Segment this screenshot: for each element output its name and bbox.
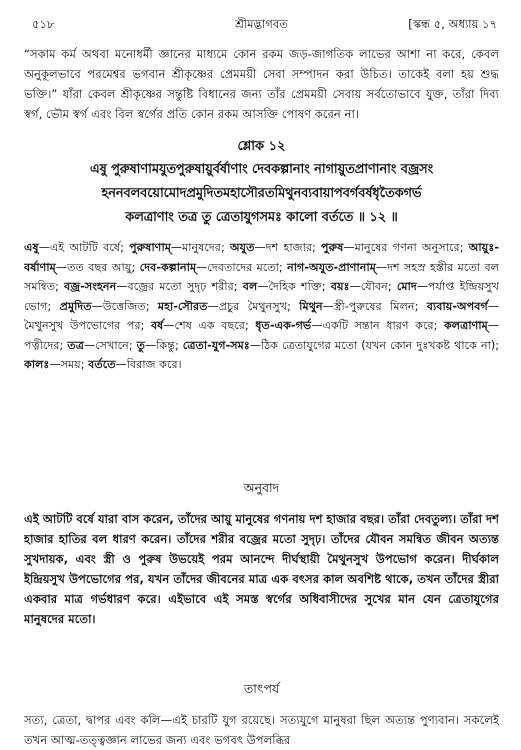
synonym-meaning: পত্নীদের — [24, 338, 60, 352]
synonym-word: এষু — [24, 241, 39, 254]
synonym-entry: দেব-কল্পানাম্—দেবতাদের মতো — [139, 260, 279, 274]
synonym-word: পুরুষাণাম্ — [129, 241, 171, 254]
synonym-entry: তত্র—সেখানে — [67, 338, 129, 352]
synonym-entry: বল—দৈহিক শক্তি — [242, 280, 322, 293]
synonym-word: অযুত — [229, 241, 255, 254]
purport-paragraph: সত্য, ত্রেতা, দ্বাপর এবং কলি—এই চারটি যুগ রয়েছে। সত্যযুগে মানুষরা ছিল অত্যন্ত পুণ্যবান। সকলেই তখন আত্ম-তত্ত্বজ্ঞান লাভের জন্য এবং ভগবৎ উপলব্ধির — [24, 712, 499, 747]
synonym-entry: কলত্রাণাম্—পত্নীদের — [24, 319, 499, 352]
page-number: ৫১৮ — [32, 17, 55, 31]
synonym-word: তু — [136, 338, 146, 352]
synonym-meaning: মানুষের গণনা অনুসারে — [354, 241, 460, 254]
synonym-entry: মোদ—পর্যাপ্ত ইন্দ্রিয়সুখ ভোগ — [24, 280, 499, 313]
verse-line: কলত্রাণাং তত্র তু ত্রেতাযুগসমঃ কালো বর্ততে ॥ ১২ ॥ — [125, 210, 398, 225]
synonym-word: মিথুন — [299, 299, 323, 313]
synonym-meaning: মৈথুনসুখ উপভোগের পর — [24, 319, 141, 332]
synonym-meaning: দশ সহস্র হস্তীর মতো বল সমন্বিত — [24, 260, 499, 293]
synonym-entry: বজ্র-সংহনন—বজ্রের মতো সুদৃঢ় শরীর — [64, 280, 234, 293]
synonym-meaning: ঠিক ত্রেতাযুগের মতো (যখন কোন দুঃখকষ্ট থাকে না) — [261, 338, 496, 352]
translation-paragraph: এই আটটি বর্ষে যারা বাস করেন, তাঁদের আয়ু মানুষের গণনায় দশ হাজার বছর। তাঁরা দেবতুল্য। তাঁরা দশ হাজার হাতির বল ধারণ করেন। তাঁদের শরীর বজ্রের মতো সুদৃঢ়। তাঁদের যৌবন সমন্বিত জীবন অত্যন্ত সুখদায়ক, এবং স্ত্রী ও পুরুষ উভয়েই পরম আনন্দে দীর্ঘস্থায়ী মৈথুনসুখ উপভোগ করেন। দীর্ঘকাল ইন্দ্রিয়সুখ উপভোগের পর, যখন তাঁদের জীবনের মাত্র এক বৎসর কাল অবশিষ্ট থাকে, তখন তাঁদের স্ত্রীরা একবার মাত্র গর্ভধারণ করে। এইভাবে এই সমস্ত স্বর্গের অধিবাসীদের সুখের মান যেন ত্রেতাযুগের মানুষদের মতো। — [24, 511, 499, 626]
sanskrit-verse — [24, 158, 499, 232]
synonym-entry: অযুত—দশ হাজার — [229, 241, 312, 254]
synonym-meaning: এই আটটি বর্ষে — [49, 241, 121, 254]
synonym-meaning: যৌবন — [360, 280, 388, 293]
synonym-meaning: দৈহিক শক্তি — [268, 280, 322, 293]
synonym-word: পুরুষ — [321, 241, 344, 254]
synonym-word: তত্র — [67, 338, 84, 352]
verse-title: শ্লোক ১২ — [237, 139, 286, 154]
verse-line: এষু পুরুষাণামযুতপুরুষায়ুর্বর্ষাণাং দেবকল্পানাং নাগায়ুতপ্রাণানাং বজ্রসং — [89, 162, 434, 177]
intro-paragraph: “সকাম কর্ম অথবা মনোধর্মী জ্ঞানের মাধ্যমে কোন রকম জড়-জাগতিক লাভের আশা না করে, কেবল অনুকূলভাবে পরমেশ্বর ভগবান শ্রীকৃষ্ণের প্রেমময়ী সেবা সম্পাদন করা উচিত। তাকেই বলা হয় শুদ্ধ ভক্তি।” যাঁরা কেবল শ্রীকৃষ্ণের সন্তুষ্টি বিধানের জন্য তাঁর প্রেমময়ী সেবায় সর্বতোভাবে যুক্ত, তাঁরা দিব্য স্বর্গ, ভৌম স্বর্গ এবং বিল স্বর্গের প্রতি কোন রকম আসক্তি পোষণ করেন না। — [24, 47, 499, 121]
synonym-word: প্রমুদিত — [59, 299, 92, 313]
synonym-word: নাগ-অযুত-প্রাণানাম্ — [287, 260, 376, 274]
synonym-entry: বয়ঃ—যৌবন — [330, 280, 388, 293]
synonym-entry: মহা-সৌরত—প্রচুর মৈথুনসুখ — [157, 299, 288, 313]
synonym-word: বয়ঃ — [330, 280, 350, 293]
book-title: শ্রীমদ্ভাগবত — [235, 17, 288, 31]
synonym-entry: প্রমুদিত—উত্তেজিত — [59, 299, 146, 313]
word-synonyms: এষু—এই আটটি বর্ষে; পুরুষাণাম্—মানুষদের; অযুত—দশ হাজার; পুরুষ—মানুষের গণনা অনুসারে; আয়ুঃ-বর্ষাণাম্—তত বছর আয়ু; দেব-কল্পানাম্—দেবতাদের মতো; নাগ-অযুত-প্রাণানাম্—দশ সহস্র হস্তীর মতো বল সমন্বিত; বজ্র-সংহনন—বজ্রের মতো সুদৃঢ় শরীর; বল—দৈহিক শক্তি; বয়ঃ—যৌবন; মোদ—পর্যাপ্ত ইন্দ্রিয়সুখ ভোগ; প্রমুদিত—উত্তেজিত; মহা-সৌরত—প্রচুর মৈথুনসুখ; মিথুন—স্ত্রী-পুরুষের মিলন; ব্যবায়-অপবর্গ—মৈথুনসুখ উপভোগের পর; বর্ষ—শেষ এক বছরে; ধৃত-এক-গর্ভ—একটি সন্তান ধারণ করে; কলত্রাণাম্—পত্নীদের; তত্র—সেখানে; তু—কিন্তু; ত্রেতা-যুগ-সমঃ—ঠিক ত্রেতাযুগের মতো (যখন কোন দুঃখকষ্ট থাকে না); কালঃ—সময়; বর্ততে—বিরাজ করে। — [24, 241, 499, 371]
synonym-meaning: সময় — [60, 358, 81, 371]
synonym-entry: ত্রেতা-যুগ-সমঃ—ঠিক ত্রেতাযুগের মতো (যখন কোন দুঃখকষ্ট থাকে না) — [182, 338, 496, 352]
synonym-word: কালঃ — [24, 358, 50, 371]
synonym-meaning: উত্তেজিত — [102, 299, 146, 313]
synonym-entry: পুরুষ—মানুষের গণনা অনুসারে — [321, 241, 460, 254]
synonym-entry: পুরুষাণাম্—মানুষদের — [129, 241, 221, 254]
synonym-word: দেব-কল্পানাম্ — [139, 260, 197, 274]
synonym-meaning: স্ত্রী-পুরুষের মিলন — [333, 299, 415, 313]
synonym-word: মহা-সৌরত — [157, 299, 208, 313]
synonym-word: মোদ — [396, 280, 417, 293]
synonym-word: কলত্রাণাম্ — [443, 319, 488, 332]
synonym-meaning: একটি সন্তান ধারণ করে — [322, 319, 434, 332]
synonym-word: আয়ুঃ-বর্ষাণাম্ — [24, 241, 499, 274]
synonym-meaning: সেখানে — [95, 338, 129, 352]
synonym-meaning: দশ হাজার — [265, 241, 312, 254]
synonym-entry: নাগ-অযুত-প্রাণানাম্—দশ সহস্র হস্তীর মতো বল সমন্বিত — [24, 260, 499, 293]
synonym-word: বল — [242, 280, 258, 293]
synonym-entry: তু—কিন্তু — [136, 338, 175, 352]
synonym-meaning: শেষ এক বছরে — [174, 319, 245, 332]
synonym-word: বর্ততে — [88, 358, 116, 371]
synonym-entry: বর্ততে—বিরাজ করে। — [88, 358, 182, 371]
synonym-meaning: কিন্তু — [156, 338, 175, 352]
synonym-entry: কালঃ—সময় — [24, 358, 81, 371]
synonym-meaning: মানুষদের — [182, 241, 221, 254]
synonym-word: বর্ষ — [150, 319, 164, 332]
synonym-entry: বর্ষ—শেষ এক বছরে — [150, 319, 245, 332]
synonym-entry: আয়ুঃ-বর্ষাণাম্—তত বছর আয়ু — [24, 241, 499, 274]
synonym-word: ধৃত-এক-গর্ভ — [255, 319, 312, 332]
synonym-meaning: তত বছর আয়ু — [67, 260, 132, 274]
page-header — [24, 16, 499, 36]
synonym-entry: ব্যবায়-অপবর্গ—মৈথুনসুখ উপভোগের পর — [24, 299, 499, 332]
synonym-entry: মিথুন—স্ত্রী-পুরুষের মিলন — [299, 299, 415, 313]
purport-heading: তাৎপর্য — [243, 681, 280, 697]
section-reference: [স্কন্ধ ৫, অধ্যায় ১৭ — [408, 17, 497, 31]
synonym-meaning: বিরাজ করে। — [126, 358, 182, 371]
synonym-meaning: পর্যাপ্ত ইন্দ্রিয়সুখ ভোগ — [24, 280, 499, 313]
synonym-meaning: বজ্রের মতো সুদৃঢ় শরীর — [127, 280, 234, 293]
synonym-meaning: দেবতাদের মতো — [207, 260, 279, 274]
synonym-entry: এষু—এই আটটি বর্ষে — [24, 241, 121, 254]
synonym-entry: ধৃত-এক-গর্ভ—একটি সন্তান ধারণ করে — [255, 319, 434, 332]
synonym-word: ত্রেতা-যুগ-সমঃ — [182, 338, 250, 352]
verse-line: হননবলবয়োমোদপ্রমুদিতমহাসৌরতমিথুনব্যবায়াপবর্গবর্ষধৃতৈকগর্ভ — [101, 186, 422, 201]
translation-heading: অনুবাদ — [243, 480, 280, 495]
synonym-word: বজ্র-সংহনন — [64, 280, 117, 293]
synonym-word: ব্যবায়-অপবর্গ — [426, 299, 488, 313]
synonym-meaning: প্রচুর মৈথুনসুখ — [218, 299, 288, 313]
